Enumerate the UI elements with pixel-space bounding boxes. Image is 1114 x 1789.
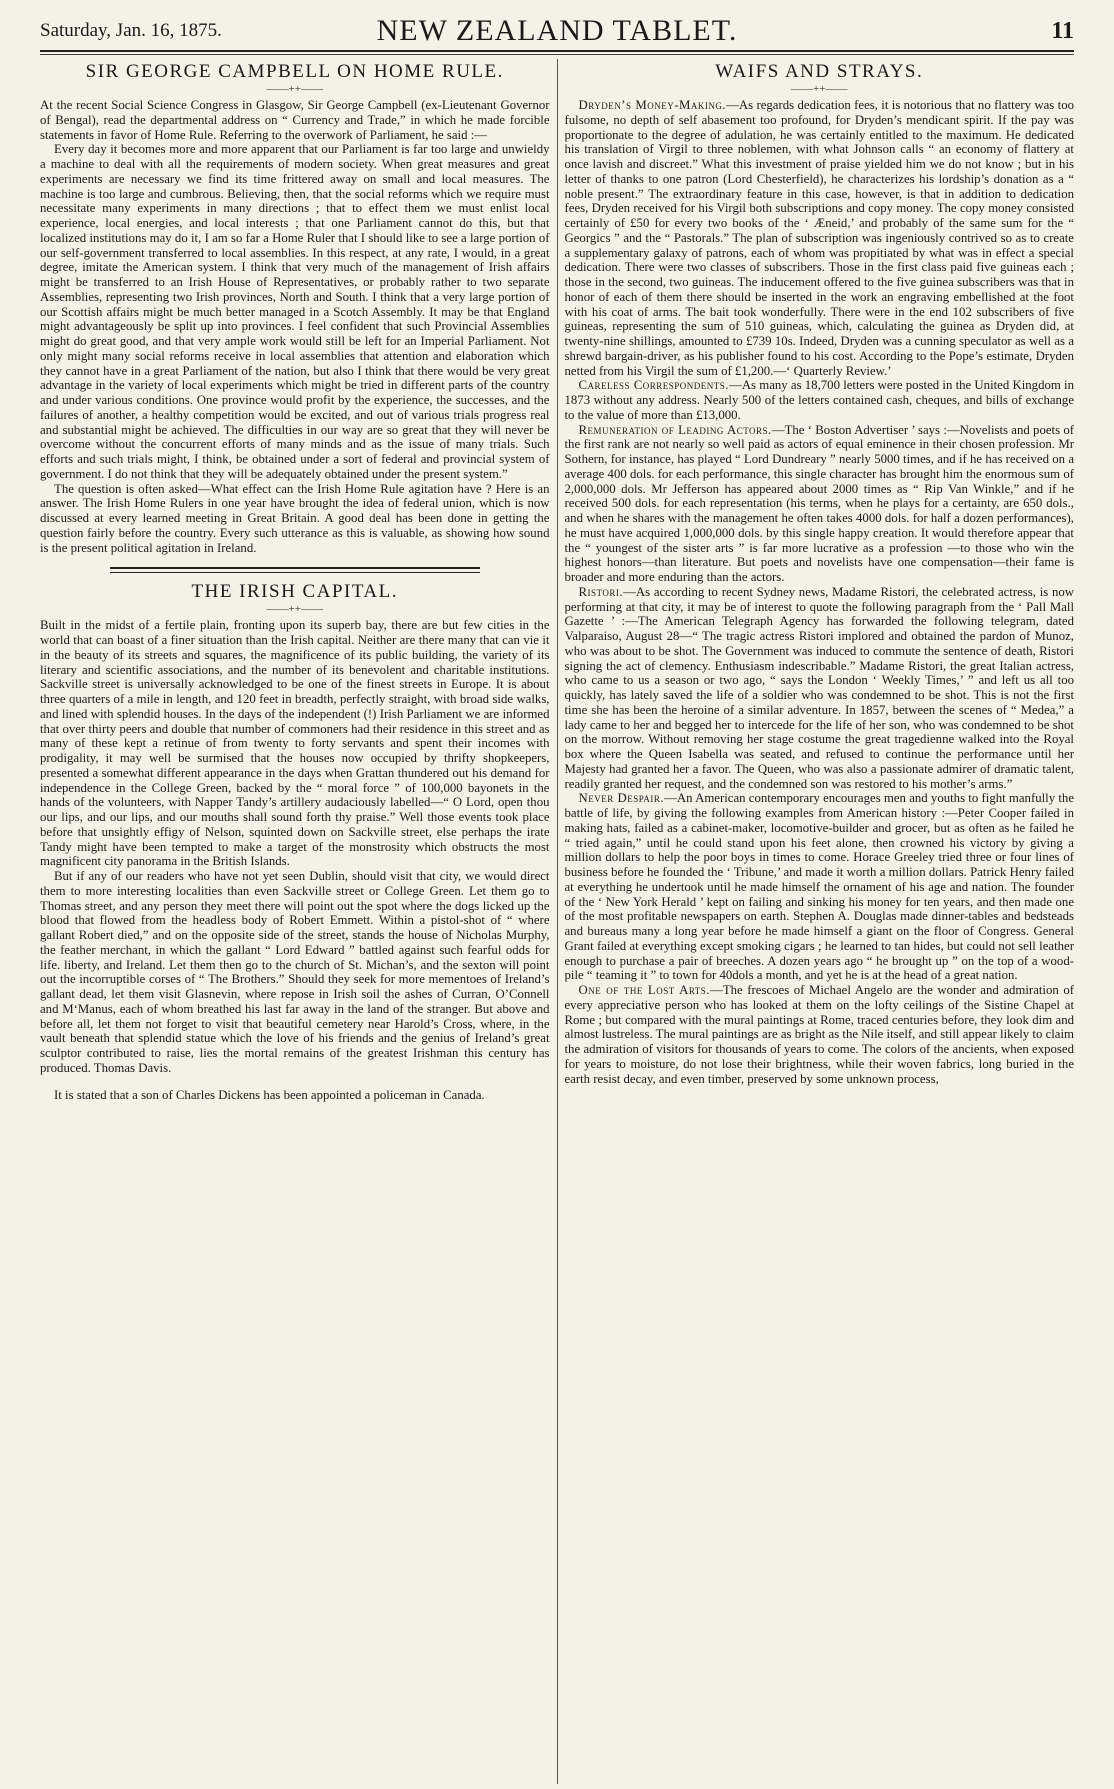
item-heading: One of the Lost Arts.: [578, 983, 711, 997]
newspaper-title: NEW ZEALAND TABLET.: [376, 14, 738, 47]
article-quote-paragraph: Every day it becomes more and more apparent that our Parliament is far too large and unwieldy a machine to deal with all the requirements of modern society. When great measures and great experiments are necessary we find its time frittered away on small and local measures. The machine is too large and cumbrous. Believing, then, that the social reforms which we require must necessitate many experiments in many directions ; that to effect them we must enlist local experience, local energies, and local interests ; that one Parliament cannot do this, but that localized institutions may do it, I am so far a Home Ruler that I should like to see a large portion of our self-government transferred to local assemblies. In this respect, at any rate, I would, in a great degree, imitate the American system. I think that very much of the management of Irish affairs might be transferred to an Irish House of Representatives, or probably rather to two separate Assemblies, representing two Irish provinces, North and South. I think that a very large portion of our Scottish affairs might be much better managed in a Scotch Assembly. It may be that England might advantageously be split up into provinces. I feel confident that such Provincial Assemblies might do great good, and that very ample work would still be left for an Imperial Parliament. Not only might many social reforms receive in local assemblies that attention and elaboration which they cannot have in a great Parliament of the nation, but also I think that there would be very great advantage in the variety of local experiments which might be tried in different parts of the country and under various conditions. One province would profit by the experience, the successes, and the failures of another, a healthy competition would be excited, and out of various trials progress real and substantial might be achieved. The difficulties in our way are so great that they will never be overcome without the concurrent efforts of many minds and as the issue of many trials. Such efforts and such trials might, I think, be obtained under a sort of federal and provincial system of government. I do not think that they will be adequately obtained under the present system.”: [40, 142, 550, 481]
news-item: [565, 423, 1075, 585]
item-heading: Ristori.: [578, 584, 624, 599]
article-paragraph: But if any of our readers who have not yet seen Dublin, should visit that city, we would direct them to more interesting localities than even Sackville street or College Green. Let them go to Thomas street, and any person they meet there will point out the spot where the dogs licked up the blood that flowed from the headless body of Robert Emmett. Within a pistol-shot of “ where gallant Robert died,” and on the opposite side of the street, stands the house of Nicholas Murphy, the feather merchant, in which the gallant “ Lord Edward ” battled against such fearful odds for life. liberty, and Ireland. Let them then go to the church of St. Michan’s, and the sexton will point out the incorruptible corses of “ The Brothers.” Should they seek for more mementoes of Ireland’s gallant dead, let them visit Glasnevin, where repose in Irish soil the ashes of Curran, O’Connell and M‘Manus, each of whom breathed his last far away in the land of the stranger. But above and before all, let them not forget to visit that beautiful cemetery near Harold’s Cross, where, in the vault beneath that splendid statue which the love of his friends and the genius of Ireland’s great sculptor contributed to raise, lies the mortal remains of the greatest Irishman this century has produced. Thomas Davis.: [40, 869, 550, 1075]
item-text: —As regards dedication fees, it is notorious that no flattery was too fulsome, no depth of self abasement too profound, for Dryden’s mendicant spirit. If the pay was proportionate to the degree of adulation, he was certainly entitled to the maximum. He dedicated his translation of Virgil to three noblemen, with what Johnson calls “ an economy of flattery at once lavish and discreet.” What this investment of praise yielded him we do not know ; but in his letter of thanks to one patron (Lord Chesterfield), he characterizes his lordship’s donation as a “ noble present.” The extraordinary feature in this case, however, is that in addition to dedication fees, Dryden received for his Virgil both subscriptions and copy money. The copy money consisted certainly of £50 for every two books of the ‘ Æneid,’ and probably of the same sum for the “ Georgics ” and the “ Pastorals.” The plan of subscription was ingeniously contrived so as to create a supplementary galaxy of patrons, each of whom was propitiated by what was in effect a special dedication. There were two classes of subscribers. Those in the first class paid five guineas each ; those in the second, two guineas. The inducement offered to the five guinea subscribers was that in honor of each of them there should be inserted in the work an engraving embellished at the foot with his coat of arms. The bait took wonderfully. There were in the end 102 subscribers of five guineas, representing the sum of 510 guineas, which, calculating the guinea as Dryden did, at twenty-nine shillings, amounted to £739 10s. Indeed, Dryden was a cunning speculator as well as a shrewd bargain-driver, as his publisher found to his cost. According to the Pope’s estimate, Dryden netted from his Virgil the sum of £1,200.—‘ Quarterly Review.’: [564, 98, 1074, 378]
news-item: [565, 585, 1075, 792]
issue-date: Saturday, Jan. 16, 1875.: [40, 20, 222, 41]
right-column: [565, 59, 1075, 1784]
column-rule: [557, 59, 558, 1784]
left-column: [40, 59, 550, 1784]
columns: [40, 54, 1074, 1784]
article-title-home-rule: SIR GEORGE CAMPBELL ON HOME RULE.: [85, 61, 504, 82]
ornament-divider: ——++——: [791, 83, 848, 95]
ornament-divider: ——++——: [266, 603, 323, 616]
news-note: It is stated that a son of Charles Dickens has been appointed a policeman in Canada.: [54, 1087, 485, 1102]
section-rule: [110, 567, 480, 573]
item-text: —As according to recent Sydney news, Madame Ristori, the celebrated actress, is now performing at that city, it may be of interest to quote the following paragraph from the ‘ Pall Mall Gazette ’ :—The American Telegraph Agency has forwarded the following telegram, dated Valparaiso, August 28—“ The tragic actress Ristori implored and obtained the pardon of Munoz, who was about to be shot. The Government was induced to commute the sentence of death, Ristori signing the act of clemency. Enthusiasm indescribable.” Madame Ristori, the great Italian actress, who came to us a season or two ago, “ says the London ‘ Weekly Times,’ ” and left us all too quickly, has lately saved the life of a soldier who was condemned to be shot. This is not the first time she has been the heroine of a similar adventure. In 1857, between the scenes of “ Medea,” a lady came to her and begged her to intercede for the life of her son, who was condemned to be shot on the morrow. Without removing her stage costume the great tragedienne walked into the Royal box where the Queen Isabella was seated, and refused to continue the performance until her Majesty had granted her a favor. The Queen, who was also a passionate admirer of dramatic talent, readily granted her request, and the condemned son was restored to his mother’s arms.”: [564, 584, 1074, 791]
news-item: [565, 791, 1075, 983]
item-heading: Dryden’s Money-Making.: [578, 98, 727, 112]
article-title-irish-capital: THE IRISH CAPITAL.: [191, 581, 398, 603]
news-item: [565, 378, 1075, 422]
news-item: [565, 98, 1075, 378]
item-text: —As many as 18,700 letters were posted in the United Kingdom in 1873 without any address. Nearly 500 of the letters contained cash, cheques, and bills of exchange to the value of more than £13,000.: [564, 378, 1074, 422]
item-text: —The frescoes of Michael Angelo are the wonder and admiration of every appreciative person who has looked at them on the lofty ceilings of the Sistine Chapel at Rome ; but compared with the mural paintings at Rome, traced centuries before, they look dim and almost lustreless. The mural paintings are as bright as the Nile itself, and still appear likely to claim the admiration of visitors for thousands of years to come. The colors of the ancients, when exposed for years to moisture, do not lose their brightness, while their woven fabrics, long buried in the earth resist decay, and even timber, preserved by some unknown process,: [564, 983, 1074, 1086]
article-paragraph: At the recent Social Science Congress in Glasgow, Sir George Campbell (ex-Lieutenant Governor of Bengal), read the departmental address on “ Currency and Trade,” in which he made forcible statements in favor of Home Rule. Referring to the overwork of Parliament, he said :—: [40, 98, 550, 142]
item-heading: Careless Correspondents.: [578, 378, 730, 393]
article-paragraph: Built in the midst of a fertile plain, fronting upon its superb bay, there are but few cities in the world that can boast of a finer situation than the Irish capital. Neither are there many that can vie it in the beauty of its streets and squares, the magnificence of its public building, the variety of its literary and scientific associations, and the number of its benevolent and charitable institutions. Sackville street is universally acknowledged to be one of the finest streets in Europe. It is about three quarters of a mile in length, and 120 feet in breadth, perfectly straight, with broad side walks, and lined with splendid houses. In the days of the independent (!) Irish Parliament we are informed that over thirty peers and double that number of commoners had their residence in this street and as many of these kept a retinue of from twenty to forty servants and spent their incomes with prodigality, it may well be surmised that the houses now occupied by thrifty shopkeepers, presented a somewhat different appearance in the days when Grattan thundered out his demand for independence in the College Green, backed by the “ moral force ” of 100,000 bayonets in the hands of the volunteers, with Napper Tandy’s artillery audaciously labelled—“ O Lord, open thou our lips, and our lips, and our mouths shall sound forth thy praise.” Well those events took place before that unsightly effigy of Nelson, squinted down on Sackville street, else perhaps the irate Tandy might have been tempted to make a target of the monstrosity which obstructs the most magnificent city panorama in the British Islands.: [40, 618, 550, 869]
ornament-divider: ——++——: [266, 83, 323, 95]
item-heading: Never Despair.: [578, 791, 665, 806]
page-number: 11: [1051, 18, 1074, 44]
article-title-waifs-and-strays: WAIFS AND STRAYS.: [715, 61, 924, 82]
masthead: [40, 14, 1074, 52]
news-item: [565, 983, 1075, 1086]
article-paragraph: The question is often asked—What effect can the Irish Home Rule agitation have ? Here is an answer. The Irish Home Rulers in one year have brought the idea of federal union, which is now discussed at every learned meeting in Great Britain. A good deal has been done in getting the question fairly before the country. Every such utterance as this is valuable, as showing how sound is the present political agitation in Ireland.: [40, 481, 550, 555]
item-text: —An American contemporary encourages men and youths to fight manfully the battle of life, by giving the following examples from American history :—Peter Cooper failed in making hats, failed as a cabinet-maker, locomotive-builder and grocer, but as often as he failed he “ tried again,” until he could stand upon his feet alone, then crowned his victory by giving a million dollars to help the poor boys in times to come. Horace Greeley tried three or four lines of business before he founded the ‘ Tribune,’ and made it worth a million dollars. Patrick Henry failed at everything he undertook until he made himself the ornament of his age and nation. The founder of the ‘ New York Herald ’ kept on failing and sinking his money for ten years, and then made one of the most profitable newspapers on earth. Stephen A. Douglas made dinner-tables and bedsteads and bureaus many a long year before he made himself a giant on the floor of Congress. General Grant failed at everything except smoking cigars ; he learned to tan hides, but could not sell leather enough to purchase a pair of breeches. A dozen years ago “ he brought up ” on the top of a wood-pile “ teaming it ” to town for 40dols a month, and yet he is at the head of a great nation.: [564, 791, 1074, 983]
item-text: —The ‘ Boston Advertiser ’ says :—Novelists and poets of the first rank are not nearly so well paid as actors of equal eminence in their chosen profession. Mr Sothern, for instance, has played “ Lord Dundreary ” nearly 5000 times, and if he has received on a average 400 dols. for each performance, this single character has brought him the enormous sum of 2,000,000 dols. Mr Jefferson has appeared about 2000 times as “ Rip Van Winkle,” and if he received 500 dols. for each representation (his terms, when he plays for a certainty, are 650 dols., and when he shares with the management he often takes 4000 dols. for half a dozen performances), he must have acquired 1,000,000 dols. by this single happy creation. It would therefore appear that the “ youngest of the sister arts ” is far more lucrative as a profession —to those who win the highest honors—than literature. But poets and novelists have one compensation—their fame is broader and more enduring than the actors.: [564, 422, 1074, 584]
item-heading: Remuneration of Leading Actors.: [578, 422, 772, 437]
